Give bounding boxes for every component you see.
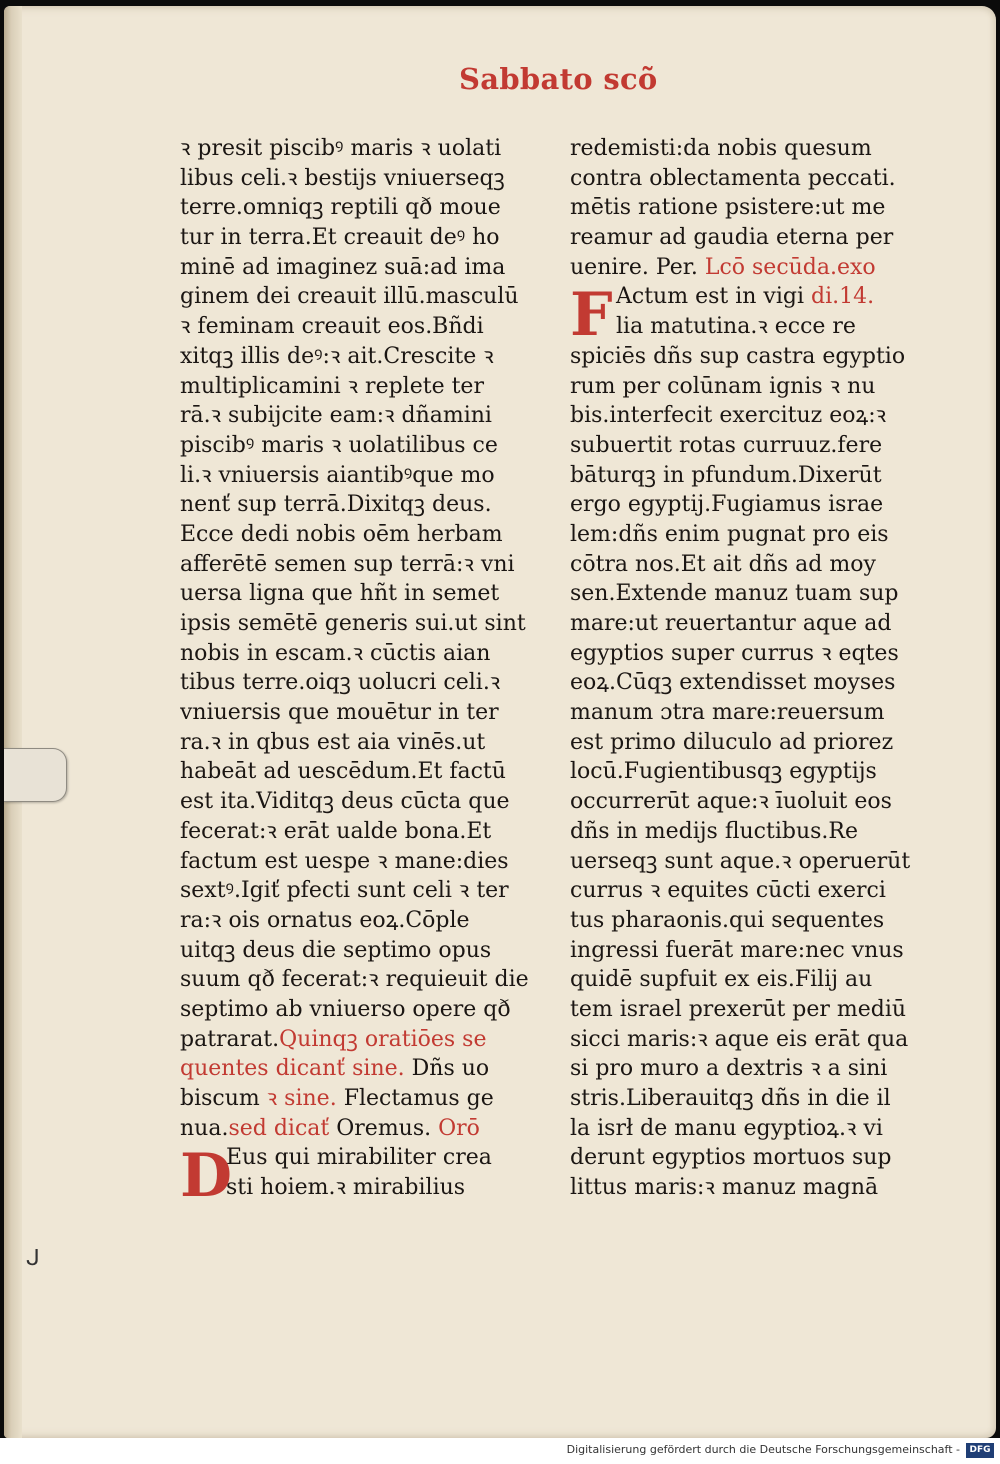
text-line: cōtra nos.Et ait dñs ad moy bbox=[570, 551, 876, 577]
text-line: nenť sup terrā.Dixitqꝫ deus. bbox=[180, 492, 492, 518]
body-text: nua. bbox=[180, 1115, 229, 1141]
text-line: sen.Extende manuz tuam sup bbox=[570, 581, 899, 607]
text-line: tur in terra.Et creauit deꝰ ho bbox=[180, 225, 500, 251]
text-line: eoꝝ.Cūqꝫ extendisset moyses bbox=[570, 670, 896, 696]
text-line: rum per colūnam ignis ꝛ nu bbox=[570, 373, 876, 399]
text-line: subuertit rotas curruuz.fere bbox=[570, 432, 883, 458]
text-line: habeāt ad uescēdum.Et factū bbox=[180, 759, 506, 785]
text-line: factum est uespe ꝛ mane:dies bbox=[180, 848, 509, 874]
right-column bbox=[570, 134, 922, 1203]
text-line bbox=[570, 253, 922, 283]
body-text: Actum est in vigi bbox=[616, 284, 804, 310]
text-line: derunt egyptios mortuos sup bbox=[570, 1145, 892, 1171]
text-line: ginem dei creauit illū.masculū bbox=[180, 284, 519, 310]
text-line: libus celi.ꝛ bestijs vniuerseqꝫ bbox=[180, 165, 505, 191]
body-text: patrarat. bbox=[180, 1026, 280, 1052]
text-line: ꝛ feminam creauit eos.Bñdi bbox=[180, 314, 484, 340]
text-line: locū.Fugientibusqꝫ egyptijs bbox=[570, 759, 877, 785]
text-line bbox=[180, 1114, 532, 1144]
text-line: uitqꝫ deus die septimo opus bbox=[180, 937, 492, 963]
rubric-text: Lcō secūda.exo bbox=[697, 254, 876, 280]
rubric-text: Orō bbox=[431, 1115, 480, 1141]
text-line: uerseqꝫ sunt aque.ꝛ operuerūt bbox=[570, 848, 911, 874]
text-line: vniuersis que mouētur in ter bbox=[180, 700, 499, 726]
text-line bbox=[180, 1173, 532, 1203]
text-line bbox=[570, 282, 922, 312]
rubric-text: sed dicať bbox=[228, 1115, 330, 1141]
text-line: redemisti:da nobis quesum bbox=[570, 136, 872, 161]
page-gutter-edge bbox=[4, 6, 22, 1438]
body-text: lia matutina.ꝛ ecce re bbox=[616, 314, 856, 340]
running-head: Sabbato scõ bbox=[459, 62, 658, 96]
text-line: mare:ut reuertantur aque ad bbox=[570, 611, 892, 636]
text-line: sicci maris:ꝛ aque eis erāt qua bbox=[570, 1026, 909, 1052]
book-page bbox=[4, 6, 996, 1438]
text-line: ra:ꝛ ois ornatus eoꝝ.Cōple bbox=[180, 907, 470, 933]
left-column bbox=[180, 134, 532, 1211]
rubric-text: quentes dicanť sine. bbox=[180, 1056, 405, 1082]
text-line: tus pharaonis.qui sequentes bbox=[570, 907, 885, 933]
rubric-text: ꝛ sine. bbox=[259, 1086, 337, 1111]
text-line: minē ad imaginez suā:ad ima bbox=[180, 254, 506, 280]
text-line: si pro muro a dextris ꝛ a sini bbox=[570, 1056, 888, 1082]
text-line: fecerat:ꝛ erāt ualde bona.Et bbox=[180, 818, 492, 844]
text-line: reamur ad gaudia eterna per bbox=[570, 225, 894, 251]
text-line bbox=[180, 1025, 532, 1055]
body-text: uenire. Per. bbox=[570, 254, 698, 280]
text-line bbox=[570, 312, 922, 342]
text-line: est ita.Viditqꝫ deus cūcta que bbox=[180, 789, 510, 815]
body-text: sti hoiem.ꝛ mirabilius bbox=[226, 1175, 466, 1201]
text-line: ra.ꝛ in qbus est aia vinēs.ut bbox=[180, 729, 486, 755]
text-line: suum qð fecerat:ꝛ requieuit die bbox=[180, 967, 529, 993]
text-line: occurrerūt aque:ꝛ īuoluit eos bbox=[570, 789, 892, 815]
text-line: currus ꝛ equites cūcti exerci bbox=[570, 878, 886, 904]
text-line: dñs in medijs fluctibus.Re bbox=[570, 818, 858, 844]
text-line: septimo ab vniuerso opere qð bbox=[180, 996, 511, 1022]
text-line: li.ꝛ vniuersis aiantibꝰque mo bbox=[180, 462, 495, 488]
text-line: nobis in escam.ꝛ cūctis aian bbox=[180, 640, 491, 666]
body-text: Oremus. bbox=[329, 1115, 432, 1141]
text-line: ipsis semētē generis sui.ut sint bbox=[180, 611, 526, 636]
text-line bbox=[180, 1054, 532, 1084]
text-line: afferētē semen sup terrā:ꝛ vni bbox=[180, 551, 515, 577]
body-text: Flectamus ge bbox=[336, 1086, 494, 1111]
text-line: bāturqꝫ in pfundum.Dixerūt bbox=[570, 462, 882, 488]
text-line: Ecce dedi nobis oēm herbam bbox=[180, 521, 503, 547]
body-text: Dñs uo bbox=[404, 1056, 490, 1082]
text-line: ingressi fuerāt mare:nec vnus bbox=[570, 937, 904, 963]
text-line bbox=[180, 1143, 532, 1173]
footer-credit: Digitalisierung gefördert durch die Deutsche Forschungsgemeinschaft - bbox=[566, 1443, 960, 1456]
text-line: xitqꝫ illis deꝰ:ꝛ ait.Crescite ꝛ bbox=[180, 343, 494, 369]
text-line: est primo diluculo ad priorez bbox=[570, 729, 894, 755]
text-line: lem:dñs enim pugnat pro eis bbox=[570, 521, 889, 547]
text-line: ergo egyptij.Fugiamus israe bbox=[570, 492, 884, 518]
text-line: stris.Liberauitqꝫ dñs in die il bbox=[570, 1086, 891, 1111]
text-line: terre.omniqꝫ reptili qð moue bbox=[180, 195, 501, 221]
text-line: tibus terre.oiqꝫ uolucri celi.ꝛ bbox=[180, 670, 501, 696]
margin-mark: ᒍ bbox=[26, 1246, 40, 1271]
text-line: sextꝰ.Igiť pfecti sunt celi ꝛ ter bbox=[180, 878, 509, 904]
text-line: ꝛ presit piscibꝰ maris ꝛ uolati bbox=[180, 136, 502, 161]
rubric-text: di.14. bbox=[804, 284, 875, 310]
body-text: biscum bbox=[180, 1086, 260, 1111]
body-text: Eus qui mirabiliter crea bbox=[226, 1145, 492, 1171]
text-line: spiciēs dñs sup castra egyptio bbox=[570, 343, 906, 369]
text-line: bis.interfecit exercituz eoꝝ:ꝛ bbox=[570, 403, 887, 429]
page-tab-marker bbox=[4, 748, 67, 802]
text-line: la isrł de manu egyptioꝝ.ꝛ vi bbox=[570, 1115, 883, 1141]
text-line: contra oblectamenta peccati. bbox=[570, 165, 896, 191]
text-line: mētis ratione psistere:ut me bbox=[570, 195, 886, 221]
red-initial-d: D bbox=[180, 1140, 233, 1211]
text-line: uersa ligna que hñt in semet bbox=[180, 581, 500, 607]
text-line: tem israel prexerūt per mediū bbox=[570, 996, 907, 1022]
text-line bbox=[180, 1084, 532, 1114]
red-initial-f: F bbox=[570, 279, 613, 350]
footer-bar bbox=[0, 1438, 1000, 1464]
rubric-text: Quinqꝫ oratiōes se bbox=[279, 1026, 487, 1052]
text-line: littus maris:ꝛ manuz magnā bbox=[570, 1175, 879, 1201]
text-line: manum ɔtra mare:reuersum bbox=[570, 700, 885, 726]
dfg-logo: DFG bbox=[966, 1443, 994, 1458]
text-line: egyptios super currus ꝛ eqtes bbox=[570, 640, 899, 666]
text-line: multiplicamini ꝛ replete ter bbox=[180, 373, 484, 399]
text-line: quidē supfuit ex eis.Filij au bbox=[570, 967, 873, 993]
text-line: piscibꝰ maris ꝛ uolatilibus ce bbox=[180, 432, 498, 458]
text-line: rā.ꝛ subijcite eam:ꝛ dñamini bbox=[180, 403, 492, 429]
